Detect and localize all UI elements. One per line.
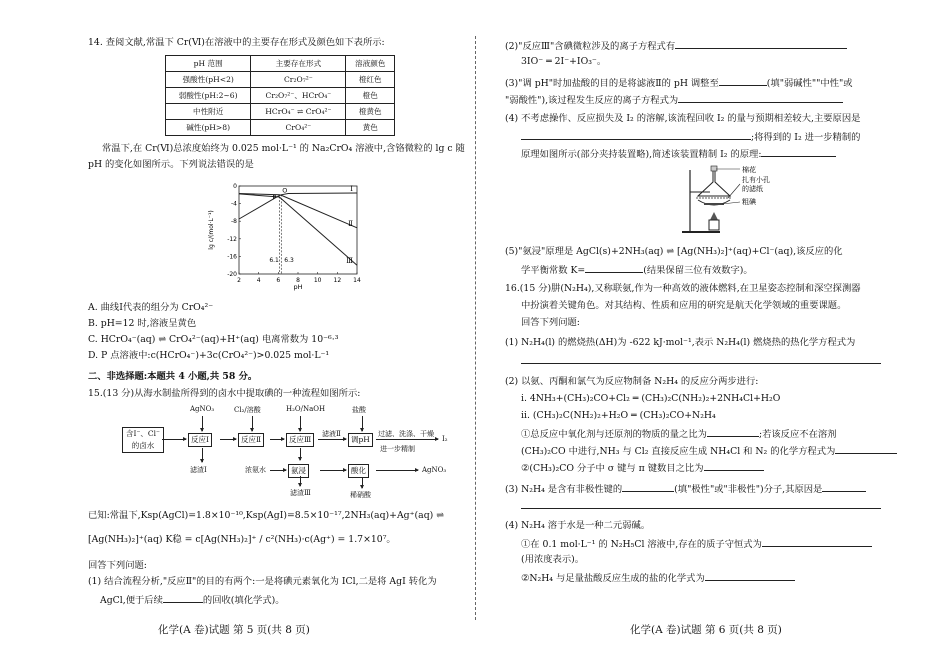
table-cell: 弱酸性(pH:2~6) (166, 88, 251, 104)
page-6-column (475, 0, 950, 656)
q14-option-c: C. HCrO₄⁻(aq) ⇌ CrO₄²⁻(aq)+H⁺(aq) 电离常数为 10⁻⁶·³ (88, 334, 339, 345)
flow-filtrate-label: 滤液Ⅱ (322, 430, 341, 438)
answer-blank[interactable] (521, 499, 881, 509)
q15-3-line1 (505, 76, 853, 90)
x-tick-label: 14 (353, 277, 361, 284)
q14-option-b: B. pH=12 时,溶液呈黄色 (88, 318, 197, 329)
answer-blank[interactable] (835, 444, 897, 454)
flow-box-reaction2: 反应Ⅱ (238, 433, 264, 447)
q16-2-text: ②(CH₃)₂CO 分子中 σ 键与 π 键数目之比为 (521, 463, 704, 474)
x-tick-label: 10 (313, 277, 322, 284)
q16-2-step-i: ⅰ. 4NH₃+(CH₃)₂CO+Cl₂ ═ (CH₃)₂C(NH₂)₂+2NH₄Cl+H₂O (521, 393, 781, 404)
q16-3-line1 (505, 482, 866, 496)
flow-source: 含I⁻、Cl⁻的卤水 (122, 427, 164, 453)
q15-3-text: (填"弱碱性""中性"或 (766, 78, 853, 89)
lgc-ph-chart (205, 178, 370, 300)
y-tick-label: -4 (231, 200, 237, 208)
flow-i2-label: I₂ (442, 435, 448, 443)
flow-arrow (320, 470, 346, 471)
series-label: Ⅲ (346, 257, 353, 266)
apparatus-label: 的滤纸 (742, 185, 763, 193)
leader-line (728, 184, 740, 198)
q16-4-text: ①在 0.1 mol·L⁻¹ 的 N₂H₅Cl 溶液中,存在的质子守恒式为 (521, 539, 762, 550)
q16-3-text: (填"极性"或"非极性")分子,其原因是 (674, 484, 823, 495)
x-tick-label: 4 (256, 277, 261, 284)
table-cell: Cr₂O₇²⁻、HCrO₄⁻ (251, 88, 346, 104)
cotton-plug (711, 166, 717, 171)
table-row (166, 72, 395, 88)
q15-4-line1: (4) 不考虑操作、反应损失及 I₂ 的溶解,该流程回收 I₂ 的量与预期相差较大,主要原因是 (505, 113, 861, 124)
lamp-icon (709, 220, 719, 230)
flow-arrow (220, 439, 236, 440)
flow-reagent4: 盐酸 (352, 406, 366, 414)
q15-known-line1: 已知:常温下,Ksp(AgCl)=1.8×10⁻¹⁰,Ksp(AgI)=8.5×10⁻¹⁷,2NH₃(aq)+Ag⁺(aq) ⇌ (88, 510, 445, 521)
q15-5-line1: (5)"氨浸"原理是 AgCl(s)+2NH₃(aq) ⇌ [Ag(NH₃)₂]⁺(aq)+Cl⁻(aq),该反应的化 (505, 246, 843, 257)
table-row (166, 120, 395, 136)
q16-2-text: (CH₃)₂CO 中进行,NH₃ 与 Cl₂ 直接反应生成 NH₄Cl 和 N₂ 的化学方程式为 (521, 446, 836, 457)
q16-prompt: 回答下列问题: (521, 317, 580, 328)
answer-blank[interactable] (761, 147, 836, 157)
q15-known-line2: [Ag(NH₃)₂]⁺(aq) K稳 = c[Ag(NH₃)₂]⁺ / c²(NH₃)·c(Ag⁺) = 1.7×10⁷。 (88, 534, 396, 545)
apparatus-label: 扎有小孔 (742, 176, 770, 184)
flow-arrow (300, 476, 301, 486)
q16-1-line1: (1) N₂H₄(l) 的燃烧热(ΔH)为 -622 kJ·mol⁻¹,表示 N₂H₄(l) 燃烧热的热化学方程式为 (505, 337, 856, 348)
q15-4-text: 原理如图所示(部分夹持装置略),简述该装置精制 I₂ 的原理: (521, 149, 762, 160)
table-row (166, 88, 395, 104)
q16-intro-line1: 16.(15 分)肼(N₂H₄),又称联氨,作为一种高效的液体燃料,在卫星姿态控制和深空探测器 (505, 283, 861, 294)
flow-agno3-out: AgNO₃ (422, 466, 447, 474)
table-cell: 黄色 (346, 120, 395, 136)
series-line-3 (239, 194, 357, 265)
answer-blank[interactable] (521, 354, 881, 364)
q14-option-d: D. P 点溶液中:c(HCrO₄⁻)+3c(CrO₄²⁻)>0.025 mol·L⁻¹ (88, 350, 330, 361)
q14-stem-line1: 常温下,在 Cr(Ⅵ)总浓度始终为 0.025 mol·L⁻¹ 的 Na₂CrO₄ 溶液中,含铬微粒的 lg c 随 (102, 143, 465, 154)
table-cell: 橙色 (346, 88, 395, 104)
answer-blank[interactable] (521, 130, 751, 140)
q16-2-c3 (521, 461, 764, 475)
flow-arrow (270, 470, 286, 471)
q16-2-text: ;若该反应不在溶剂 (758, 429, 837, 440)
q15-1-line1: (1) 结合流程分析,"反应Ⅱ"的目的有两个:一是将碘元素氧化为 ICl,二是将 AgI 转化为 (88, 576, 437, 587)
q15-answer-prompt: 回答下列问题: (88, 560, 147, 571)
table-row (166, 104, 395, 120)
x-axis-label: pH (293, 283, 303, 291)
flow-arrow (270, 439, 284, 440)
flow-arrow (202, 448, 203, 462)
q15-1-text: 的回收(填化学式)。 (202, 595, 285, 606)
q16-2-step-ii: ⅱ. (CH₃)₂C(NH₂)₂+H₂O ═ (CH₃)₂CO+N₂H₄ (521, 410, 716, 421)
answer-blank[interactable] (719, 76, 767, 86)
answer-blank[interactable] (163, 593, 203, 603)
section-heading: 二、非选择题:本题共 4 小题,共 58 分。 (88, 371, 258, 382)
y-axis-label: lg c/(mol·L⁻¹) (208, 210, 215, 250)
iodine-flowchart (110, 405, 455, 500)
flow-box-acidify: 酸化 (348, 464, 369, 478)
point-label: O (282, 186, 288, 195)
q16-2-line1: (2) 以氨、丙酮和氯气为反应物制备 N₂H₄ 的反应分两步进行: (505, 376, 759, 387)
apparatus-label: 棉花 (742, 166, 756, 174)
table-cell: 强酸性(pH<2) (166, 72, 251, 88)
x-tick-label: 2 (237, 277, 241, 284)
q15-5-line2 (521, 263, 753, 277)
flow-box-reaction3: 反应Ⅲ (286, 433, 314, 447)
q16-4-line1: (4) N₂H₄ 溶于水是一种二元弱碱。 (505, 520, 651, 531)
flow-reagent2: Cl₂/溶酸 (234, 406, 261, 414)
table-cell: 橙红色 (346, 72, 395, 88)
page-footer-left: 化学(A 卷)试题 第 5 页(共 8 页) (158, 624, 310, 636)
flow-waste1: 滤渣Ⅰ (190, 466, 207, 474)
annotation-label: 6.3 (284, 257, 294, 264)
q15-2-text: (2)"反应Ⅲ"含碘微粒涉及的离子方程式有 (505, 41, 676, 52)
flow-arrow (252, 416, 253, 431)
table-cell: HCrO₄⁻ ⇌ CrO₄²⁻ (251, 104, 346, 120)
q15-5-text: (结果保留三位有效数字)。 (643, 265, 753, 276)
answer-blank[interactable] (762, 537, 872, 547)
q15-1-text: AgCl,便于后续 (100, 595, 163, 606)
q15-3-text: (3)"调 pH"时加盐酸的目的是将滤液Ⅱ的 pH 调整至 (505, 78, 719, 89)
flow-waste2: 滤渣Ⅲ (290, 489, 311, 497)
flow-arrow (362, 416, 363, 431)
flow-arrow (362, 478, 363, 488)
q16-2-c2 (521, 444, 897, 458)
x-tick-label: 6 (276, 277, 281, 284)
series-label: Ⅰ (350, 185, 353, 194)
flow-box-reaction1: 反应Ⅰ (188, 433, 212, 447)
q16-4-line4 (521, 571, 795, 585)
q16-intro-line2: 中扮演着关键角色。对其结构、性质和应用的研究是航天化学领域的重要课题。 (521, 300, 847, 311)
answer-blank[interactable] (705, 571, 795, 581)
answer-blank[interactable] (704, 461, 764, 471)
sublimation-apparatus (680, 162, 810, 240)
answer-blank[interactable] (678, 93, 843, 103)
flow-reagent3: H₂O/NaOH (286, 405, 326, 413)
flow-arrow (376, 470, 418, 471)
q14-stem-line2: pH 的变化如图所示。下列说法错误的是 (88, 159, 254, 170)
x-tick-label: 8 (296, 277, 300, 284)
point-label: P (272, 193, 277, 202)
flame-icon (710, 212, 718, 220)
q15-3-line2 (505, 93, 843, 107)
table-cell: 橙黄色 (346, 104, 395, 120)
table-cell: Cr₂O₇²⁻ (251, 72, 346, 88)
plot-frame (239, 186, 357, 274)
answer-blank[interactable] (707, 427, 759, 437)
x-tick-label: 12 (333, 277, 342, 284)
y-tick-label: -16 (227, 253, 237, 261)
annotation-label: 6.1 (269, 257, 279, 264)
answer-blank[interactable] (585, 263, 643, 273)
funnel-icon (698, 170, 730, 196)
flow-arrow (300, 416, 301, 431)
series-line-2 (239, 193, 357, 227)
flow-arrow (202, 416, 203, 431)
series-line-1 (239, 193, 357, 219)
flow-arrow (162, 439, 186, 440)
q16-2-text: ①总反应中氧化剂与还原剂的物质的量之比为 (521, 429, 707, 440)
table-cell: 中性附近 (166, 104, 251, 120)
y-tick-label: -20 (227, 271, 237, 278)
table-header-cell: pH 范围 (166, 56, 251, 72)
q16-3-line2 (521, 499, 881, 513)
q16-4-text: ②N₂H₄ 与足量盐酸反应生成的盐的化学式为 (521, 573, 705, 584)
flow-arrow (376, 439, 438, 440)
q16-1-line2 (521, 354, 881, 368)
answer-blank[interactable] (822, 482, 866, 492)
q16-4-line3: (用浓度表示)。 (521, 554, 585, 565)
table-header-cell: 主要存在形式 (251, 56, 346, 72)
flow-product-label: 过滤、洗涤、干燥 (378, 430, 434, 438)
y-tick-label: -8 (231, 218, 237, 226)
q16-2-c1 (521, 427, 836, 441)
answer-blank[interactable] (622, 482, 674, 492)
q15-5-text: 学平衡常数 K= (521, 265, 586, 276)
flow-refine-label: 进一步精制 (380, 445, 415, 453)
q14-option-a: A. 曲线Ⅰ代表的组分为 CrO₄²⁻ (88, 302, 214, 313)
page-footer-right: 化学(A 卷)试题 第 6 页(共 8 页) (630, 624, 782, 636)
apparatus-label: 粗碘 (742, 198, 756, 206)
q15-intro: 15.(13 分)从海水制盐所得到的卤水中提取碘的一种流程如图所示: (88, 388, 361, 399)
flow-box-adjust-ph: 调pH (348, 433, 373, 447)
flow-reagent1: AgNO₃ (190, 405, 215, 413)
flow-dilute-acid: 稀硝酸 (350, 491, 371, 499)
y-tick-label: -12 (227, 235, 237, 243)
series-label: Ⅱ (348, 219, 353, 228)
y-tick-label: 0 (233, 183, 237, 190)
q15-2-line2: 3IO⁻ ═ 2I⁻+IO₃⁻。 (521, 56, 607, 67)
flow-arrow (300, 448, 301, 460)
q15-4-text: ;将得到的 I₂ 进一步精制的 (751, 132, 861, 143)
table-cell: 碱性(pH>8) (166, 120, 251, 136)
table-cell: CrO₄²⁻ (251, 120, 346, 136)
q14-intro: 14. 查阅文献,常温下 Cr(Ⅵ)在溶液中的主要存在形式及颜色如下表所示: (88, 37, 385, 48)
q15-4-line3 (521, 147, 836, 161)
q15-2-line1 (505, 39, 847, 53)
q16-4-line2 (521, 537, 872, 551)
flow-ammonia: 浓氨水 (245, 466, 266, 474)
flow-box-ammonia-leach: 氨浸 (288, 464, 309, 478)
table-header-row (166, 56, 395, 72)
answer-blank[interactable] (675, 39, 847, 49)
chromium-species-table (165, 55, 395, 136)
table-header-cell: 溶液颜色 (346, 56, 395, 72)
q16-3-text: (3) N₂H₄ 是含有非极性键的 (505, 484, 623, 495)
q15-4-line2 (521, 130, 860, 144)
q15-1-line2 (100, 593, 285, 607)
q15-3-text: "弱酸性"),该过程发生反应的离子方程式为 (505, 95, 679, 106)
flow-arrow (318, 439, 346, 440)
